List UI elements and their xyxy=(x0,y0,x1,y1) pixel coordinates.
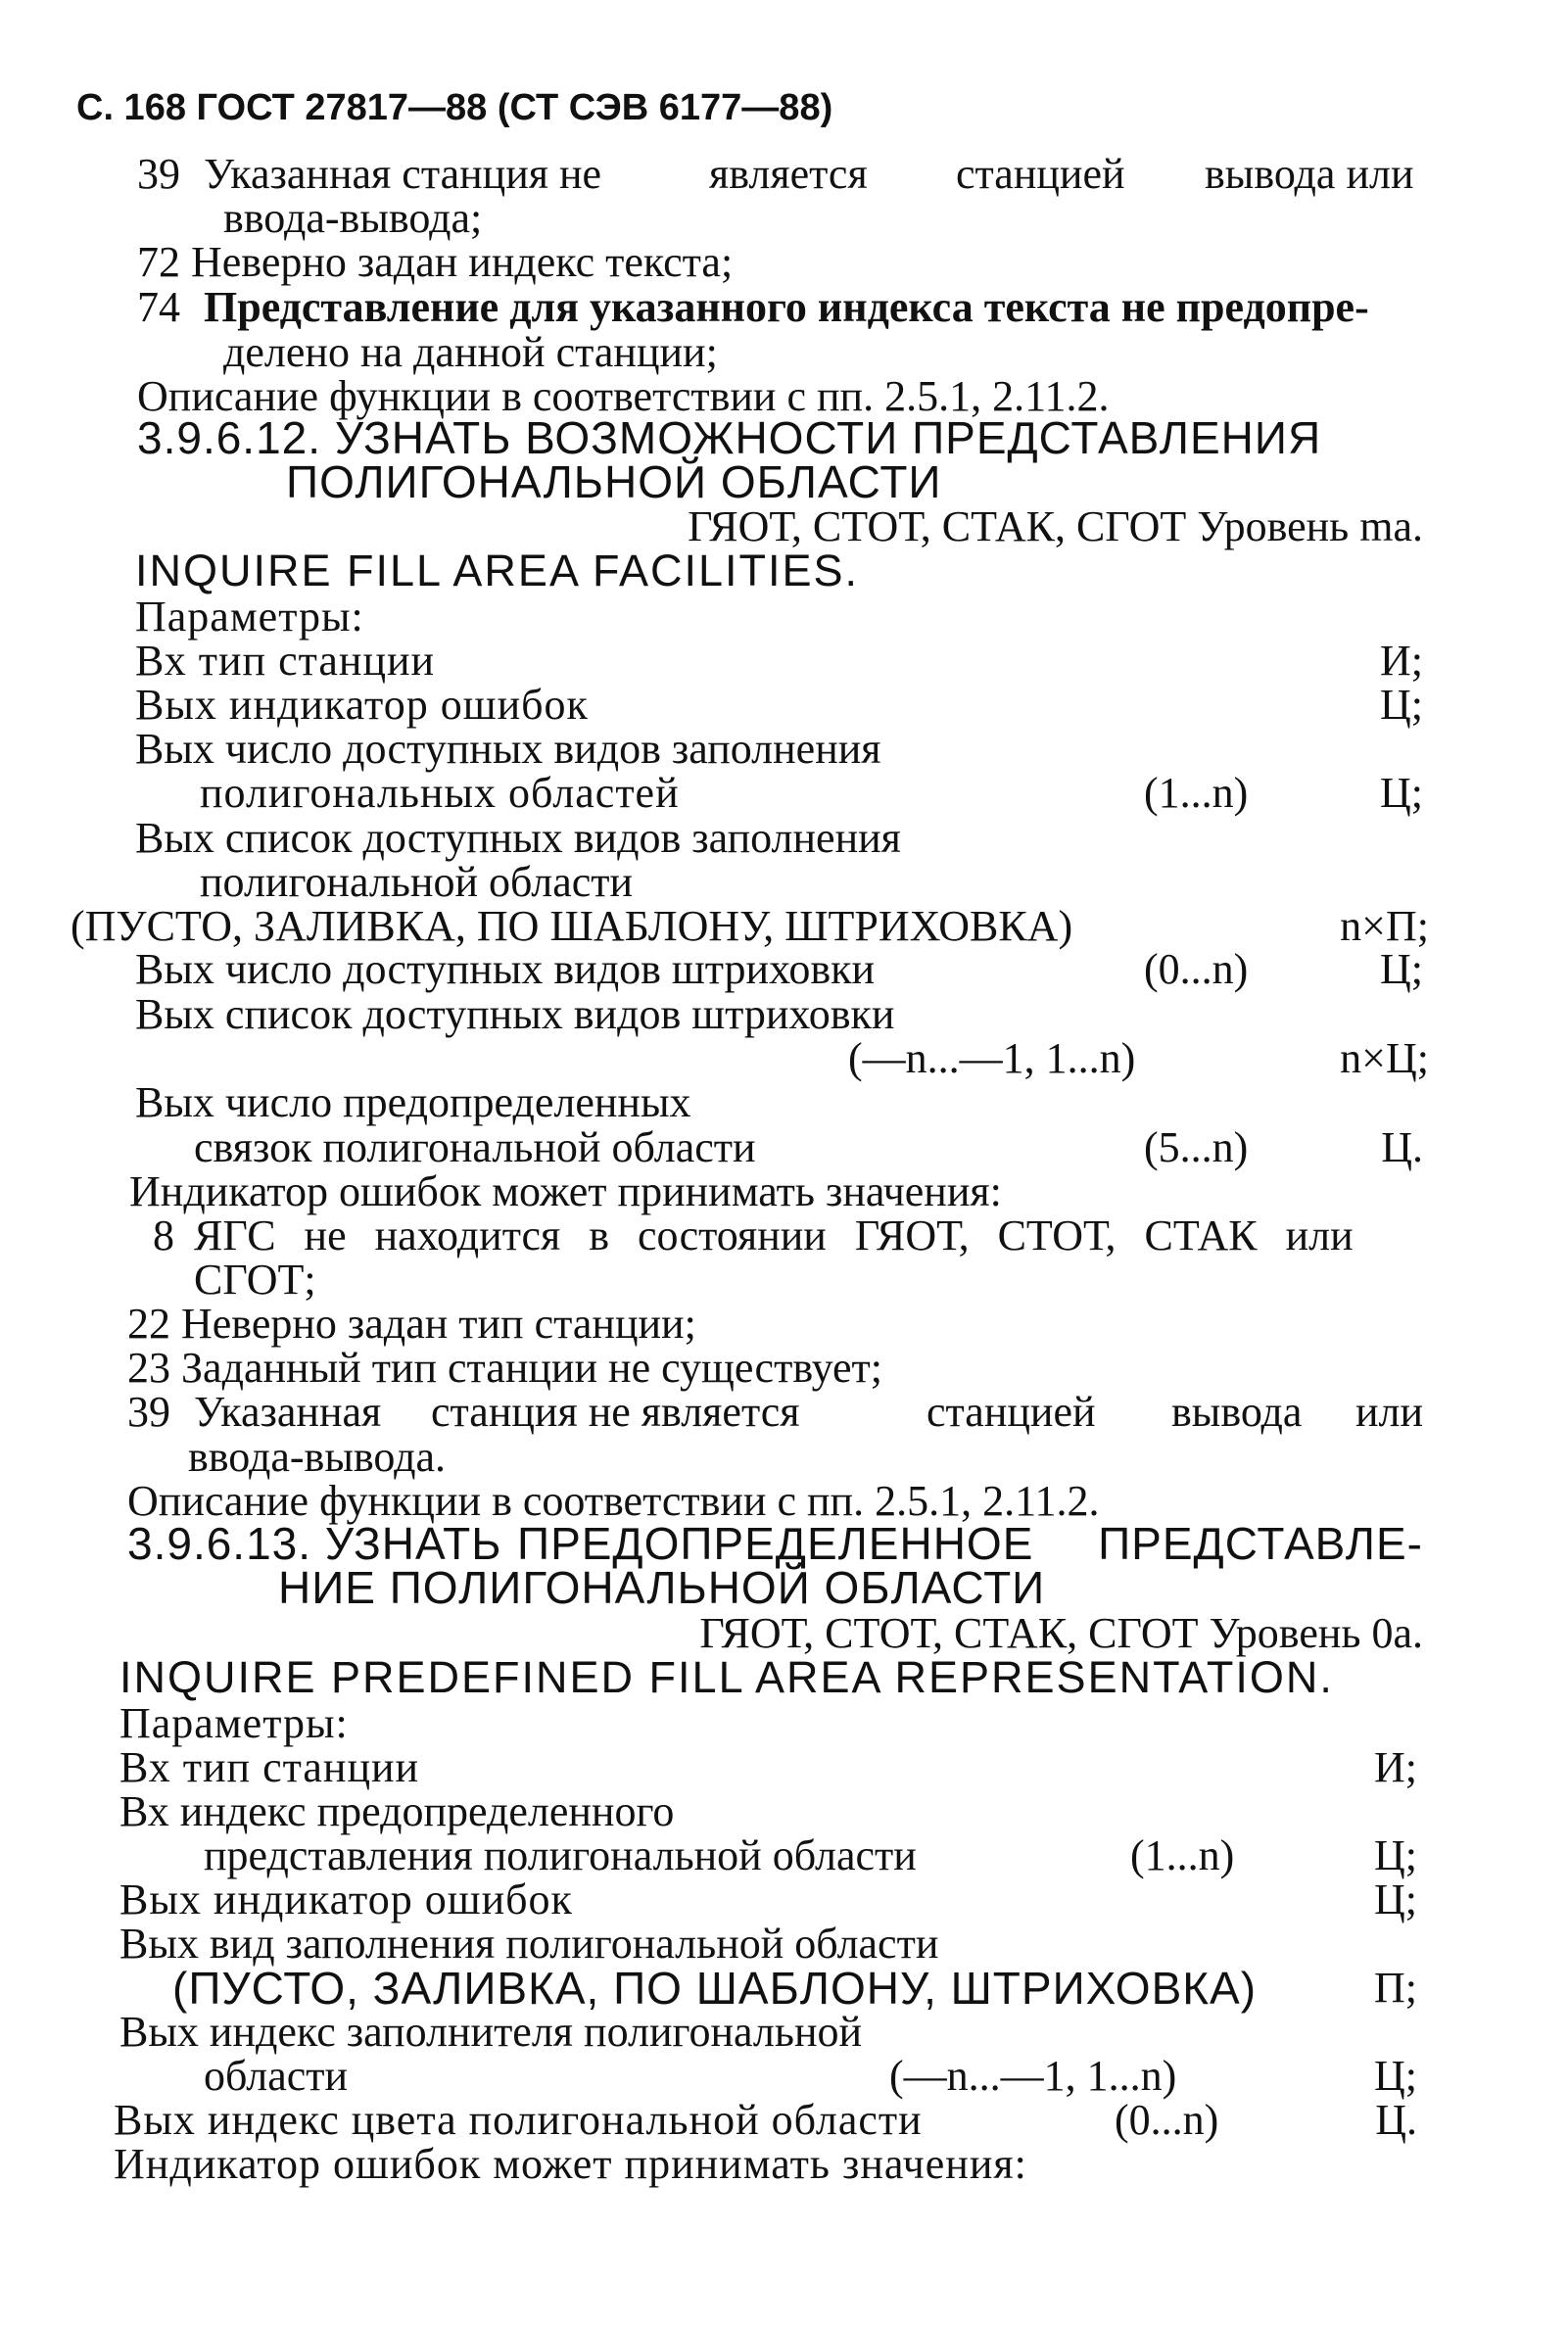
param-name-cont: связок полигональной области xyxy=(194,1123,756,1171)
params-heading: Параметры: xyxy=(135,593,364,641)
param-name: Вых число предопределенных xyxy=(135,1078,691,1126)
param-name: Вых вид заполнения полигональной области xyxy=(119,1920,939,1968)
param-name: Вых индикатор ошибок xyxy=(119,1875,573,1923)
param-values: (ПУСТО, ЗАЛИВКА, ПО ШАБЛОНУ, ШТРИХОВКА) xyxy=(71,902,1073,950)
error-text: Представление для указанного индекса текста не предопре- xyxy=(204,283,1369,331)
error-text-cont: делено на данной станции; xyxy=(223,328,718,376)
param-name: Вых индекс заполнителя полигональной xyxy=(119,2008,863,2056)
section-title: ПРЕДСТАВЛЕ- xyxy=(1098,1518,1423,1569)
param-name: Вх тип станции xyxy=(135,637,436,685)
section-title-cont: ПОЛИГОНАЛЬНОЙ ОБЛАСТИ xyxy=(286,456,942,507)
function-description: Описание функции в соответствии с пп. 2.5.1, 2.11.2. xyxy=(127,1477,1100,1525)
param-name: Вых число доступных видов штриховки xyxy=(135,945,876,993)
error-text: или xyxy=(1354,1388,1423,1436)
error-intro: Индикатор ошибок может принимать значения: xyxy=(114,2140,1027,2188)
param-type: Ц; xyxy=(1380,769,1423,817)
page-header: С. 168 ГОСТ 27817—88 (СТ СЭВ 6177—88) xyxy=(76,87,833,128)
error-text: вывода xyxy=(1171,1388,1303,1436)
error-text-cont: СГОТ; xyxy=(194,1256,316,1304)
error-text: Указанная xyxy=(194,1388,382,1436)
error-code-number: 8 xyxy=(153,1211,174,1259)
error-intro: Индикатор ошибок может принимать значения: xyxy=(129,1167,1002,1215)
english-name: INQUIRE FILL AREA FACILITIES. xyxy=(135,546,860,595)
param-range: (—n...—1, 1...n) xyxy=(889,2052,1177,2100)
param-type: Ц. xyxy=(1375,2096,1417,2144)
param-range: (0...n) xyxy=(1144,945,1249,993)
param-name: Вых индекс цвета полигональной области xyxy=(114,2096,923,2144)
section-title: 3.9.6.12. УЗНАТЬ ВОЗМОЖНОСТИ ПРЕДСТАВЛЕНИЯ xyxy=(137,412,1322,463)
param-type: n×Ц; xyxy=(1340,1034,1429,1082)
param-type: Ц; xyxy=(1374,1831,1417,1879)
error-text: Указанная станция не xyxy=(204,150,602,198)
error-item: 23 Заданный тип станции не существует; xyxy=(127,1344,882,1392)
param-range: (1...n) xyxy=(1144,769,1249,817)
param-type: Ц. xyxy=(1381,1123,1423,1171)
param-name: Вых число доступных видов заполнения xyxy=(135,725,881,773)
param-range: (0...n) xyxy=(1115,2096,1219,2144)
param-range: (5...n) xyxy=(1144,1123,1249,1171)
param-name: Вх индекс предопределенного xyxy=(119,1787,675,1835)
param-name-cont: полигональной области xyxy=(200,858,634,906)
param-type: Ц; xyxy=(1374,1875,1417,1923)
error-text-cont: ввода-вывода; xyxy=(223,194,483,242)
error-text: станцией xyxy=(927,1388,1096,1436)
section-title-cont: НИЕ ПОЛИГОНАЛЬНОЙ ОБЛАСТИ xyxy=(278,1562,1046,1613)
param-name: Вх тип станции xyxy=(119,1743,420,1791)
error-item: 72 Неверно задан индекс текста; xyxy=(137,238,734,286)
function-description: Описание функции в соответствии с пп. 2.5.1, 2.11.2. xyxy=(137,372,1110,420)
param-range: (1...n) xyxy=(1130,1831,1235,1879)
error-item: 22 Неверно задан тип станции; xyxy=(127,1300,696,1348)
param-type: n×П; xyxy=(1340,902,1429,950)
section-title: ПРЕДОПРЕДЕЛЕННОЕ xyxy=(517,1518,1034,1569)
error-text: является xyxy=(709,150,868,198)
param-type: Ц; xyxy=(1380,945,1423,993)
error-code-number: 39 xyxy=(127,1388,170,1436)
states-level: ГЯОТ, СТОТ, СТАК, СГОТ Уровень 0а. xyxy=(699,1609,1423,1657)
param-type: П; xyxy=(1374,1964,1417,2012)
error-code-number: 74 xyxy=(137,283,180,331)
param-range: (—n...—1, 1...n) xyxy=(848,1034,1136,1082)
section-title: 3.9.6.13. УЗНАТЬ xyxy=(127,1518,502,1569)
error-code-number: 39 xyxy=(137,150,180,198)
param-type: Ц; xyxy=(1380,681,1423,729)
english-name: INQUIRE PREDEFINED FILL AREA REPRESENTATION. xyxy=(119,1652,1334,1702)
param-name-cont: представления полигональной области xyxy=(204,1831,917,1879)
param-name: Вых индикатор ошибок xyxy=(135,681,589,729)
param-name: Вых список доступных видов заполнения xyxy=(135,814,901,862)
error-text-cont: ввода-вывода. xyxy=(188,1433,447,1481)
error-text: станция не является xyxy=(431,1388,800,1436)
param-type: Ц; xyxy=(1374,2052,1417,2100)
error-text: станцией xyxy=(956,150,1125,198)
error-text: ЯГС не находится в состоянии ГЯОТ, СТОТ, СТАК или xyxy=(194,1211,1354,1259)
param-name: Вых список доступных видов штриховки xyxy=(135,990,895,1038)
param-type: И; xyxy=(1380,637,1423,685)
param-name-cont: области xyxy=(204,2052,349,2100)
param-type: И; xyxy=(1374,1743,1417,1791)
param-name-cont: полигональных областей xyxy=(200,769,680,817)
error-text: вывода или xyxy=(1205,150,1414,198)
params-heading: Параметры: xyxy=(119,1699,349,1747)
states-level: ГЯОТ, СТОТ, СТАК, СГОТ Уровень mа. xyxy=(688,502,1423,550)
param-values: (ПУСТО, ЗАЛИВКА, ПО ШАБЛОНУ, ШТРИХОВКА) xyxy=(172,1963,1258,2014)
